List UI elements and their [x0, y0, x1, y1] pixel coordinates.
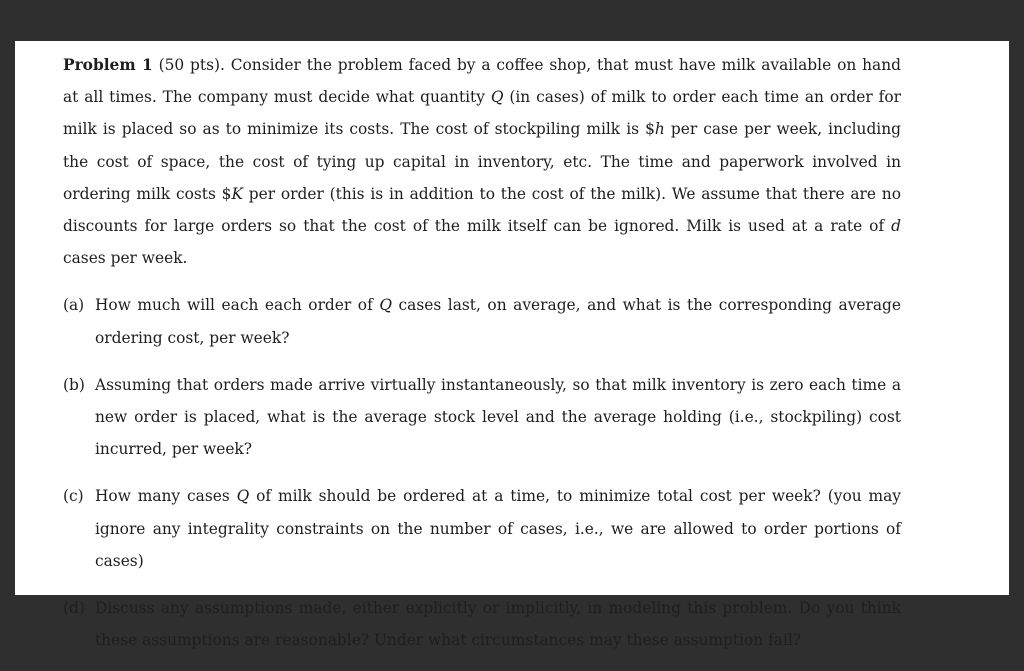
sub-question-label: (c)	[63, 487, 84, 506]
variable-q: Q	[379, 296, 392, 315]
sub-question-text: Assuming that orders made arrive virtually instantaneously, so that milk inventory is zero each time a new order is placed, what is the average stock level and the average holding (i.e., stockpiling) cost incurred, per week?	[95, 375, 901, 459]
problem-points: (50 pts).	[158, 56, 225, 74]
sub-question-label: (a)	[63, 296, 85, 315]
problem-title: Problem 1	[63, 56, 153, 74]
sub-questions-list	[63, 289, 901, 656]
variable-h: h	[654, 120, 665, 139]
sub-question-text: of milk should be ordered at a time, to minimize total cost per week? (you may ignore any integrality constraints on the number of cases, i.e., we are allowed to order portions of cases)	[95, 487, 901, 570]
problem-content	[63, 49, 901, 671]
sub-question-c	[63, 480, 901, 577]
sub-question-label: (d)	[63, 599, 85, 618]
sub-question-text: How much will each each order of	[95, 296, 380, 315]
variable-k: K	[231, 184, 243, 203]
intro-text-4: per order (this is in addition to the cost of the milk). We assume that there are no discounts for large orders so that the cost of the milk itself can be ignored. Milk is used at a rate of	[63, 184, 901, 236]
problem-statement	[63, 49, 901, 274]
sub-question-d	[63, 592, 901, 656]
sub-question-text: cases last, on average, and what is the corresponding average ordering cost, per week?	[95, 296, 901, 347]
variable-d: d	[891, 217, 901, 236]
intro-text-1: Consider the problem faced by a coffee shop, that must have milk available on hand at all times. The company must decide what quantity	[63, 56, 901, 107]
variable-q: Q	[490, 88, 504, 107]
document-page	[15, 41, 1009, 650]
sub-question-text: Discuss any assumptions made, either explicitly or implicitly, in modeling this problem. Do you think these assumptions are reasonable? Under what circumstances may these assumption fail?	[95, 599, 901, 650]
sub-question-label: (b)	[63, 375, 85, 394]
sub-question-a	[63, 289, 901, 353]
intro-text-3: per case per week, including the cost of space, the cost of tying up capital in inventory, etc. The time and paperwork involved in ordering milk costs $	[63, 120, 901, 203]
sub-question-b	[63, 369, 901, 466]
intro-text-2: (in cases) of milk to order each time an order for milk is placed so as to minimize its costs. The cost of stockpiling milk is $	[63, 88, 901, 139]
sub-question-text: How many cases	[95, 487, 237, 506]
variable-q: Q	[236, 487, 250, 506]
intro-text-5: cases per week.	[63, 249, 188, 268]
